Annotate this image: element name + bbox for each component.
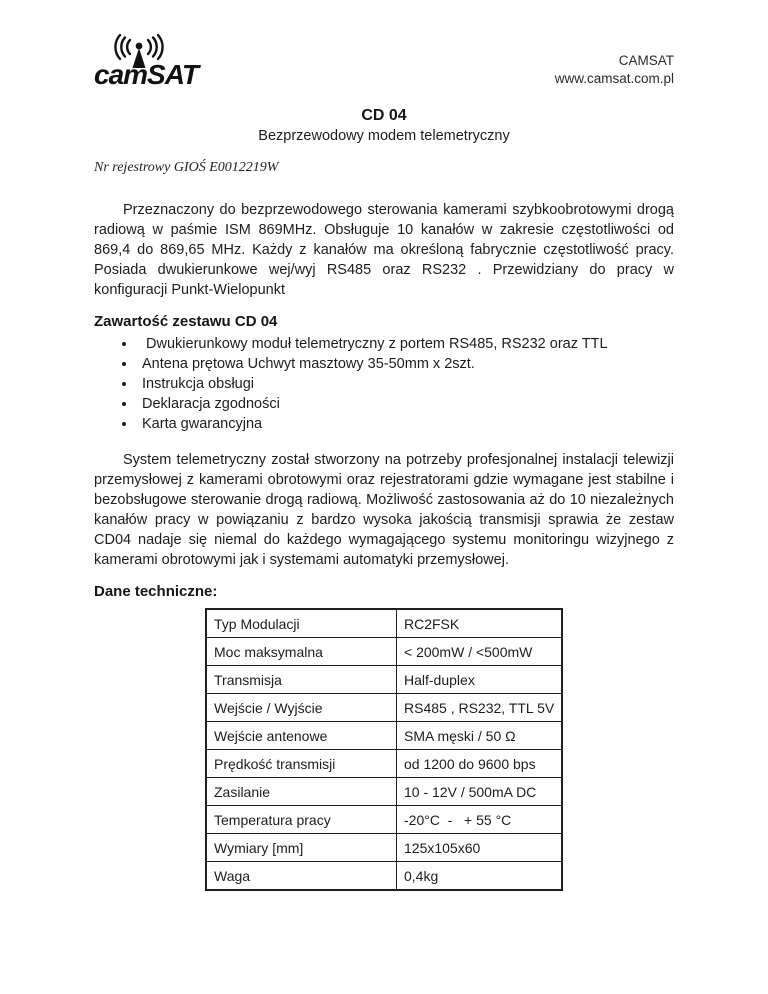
spec-label: Wejście / Wyjście [206,694,397,722]
spec-value: 10 - 12V / 500mA DC [397,778,563,806]
spec-label: Moc maksymalna [206,638,397,666]
company-website: www.camsat.com.pl [554,71,674,86]
spec-value: < 200mW / <500mW [397,638,563,666]
spec-value: -20°C - + 55 °C [397,806,563,834]
spec-label: Transmisja [206,666,397,694]
table-row [206,638,562,666]
spec-value: Half-duplex [397,666,563,694]
intro-paragraph: Przeznaczony do bezprzewodowego sterowania kamerami szybkoobrotowymi drogą radiową w paśmie ISM 869MHz. Obsługuje 10 kanałów w zakresie częstotliwości od 869,4 do 869,65 MHz. Każdy z kanałów ma określoną fabrycznie częstotliwość pracy. Posiada dwukierunkowe wej/wyj RS485 oraz RS232 . Przewidziany do pracy w konfiguracji Punkt-Wielopunkt [94,202,674,298]
spec-label: Typ Modulacji [206,609,397,638]
spec-value: od 1200 do 9600 bps [397,750,563,778]
table-row [206,750,562,778]
table-row [206,834,562,862]
table-row [206,722,562,750]
specs-heading: Dane techniczne: [94,583,218,600]
specs-table [205,608,563,891]
registry-number: Nr rejestrowy GIOŚ E0012219W [94,160,279,175]
spec-value: 125x105x60 [397,834,563,862]
contents-list [94,334,674,434]
table-row [206,694,562,722]
spec-label: Waga [206,862,397,891]
logo-wordmark: camSAT [94,59,198,90]
spec-label: Wymiary [mm] [206,834,397,862]
list-item: • Instrukcja obsługi [137,374,674,394]
document-header [94,38,674,96]
list-item: • Deklaracja zgodności [137,394,674,414]
spec-value: RS485 , RS232, TTL 5V [397,694,563,722]
spec-label: Zasilanie [206,778,397,806]
header-contact [555,38,674,88]
table-row [206,862,562,891]
spec-value: 0,4kg [397,862,563,891]
list-item: • Antena prętowa Uchwyt masztowy 35-50mm x 2szt. [137,354,674,374]
table-row [206,778,562,806]
list-item: • Karta gwarancyjna [137,414,674,434]
camsat-logo [94,34,198,88]
spec-value: SMA męski / 50 Ω [397,722,563,750]
table-row [206,666,562,694]
page-title: CD 04 [361,107,407,124]
description-paragraph: System telemetryczny został stworzony na potrzeby profesjonalnej instalacji telewizji przemysłowej z kamerami obrotowymi oraz rejestratorami gdzie wymagane jest stabilne i bezobsługowe sterowanie drogą radiową. Możliwość zastosowania aż do 10 niezależnych kanałów pracy w powiązaniu z bardzo wysoka jakością transmisji sprawia że zestaw CD04 nadaje się niemal do każdego wymagającego systemu monitoringu wizyjnego z kamerami obrotowymi jak i systemami automatyki przemysłowej. [94,452,674,568]
list-item: • Dwukierunkowy moduł telemetryczny z portem RS485, RS232 oraz TTL [137,334,674,354]
spec-label: Temperatura pracy [206,806,397,834]
page-subtitle: Bezprzewodowy modem telemetryczny [258,128,510,144]
contents-heading: Zawartość zestawu CD 04 [94,313,278,330]
spec-label: Wejście antenowe [206,722,397,750]
table-row [206,806,562,834]
spec-value: RC2FSK [397,609,563,638]
table-row [206,609,562,638]
company-name: CAMSAT [618,53,674,68]
spec-label: Prędkość transmisji [206,750,397,778]
